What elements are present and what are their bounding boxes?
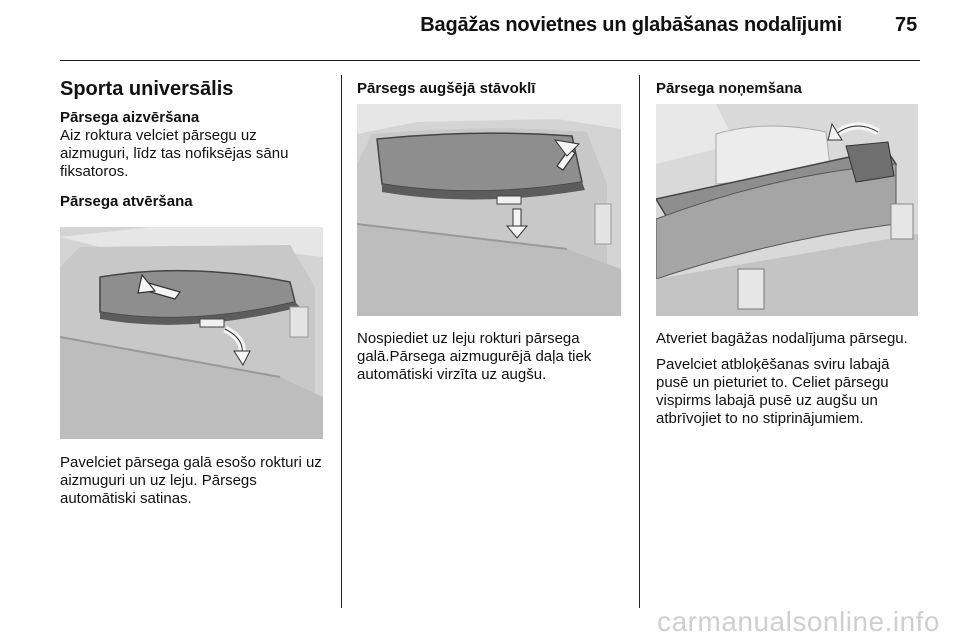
paragraph-open-trunk: Atveriet bagāžas nodalījuma pārsegu. (656, 330, 908, 347)
subheading-remove-cover: Pārsega noņemšana (656, 80, 802, 97)
watermark: carmanualsonline.info (657, 606, 940, 637)
column-2 (357, 80, 625, 98)
column-1-bottom (60, 454, 328, 508)
column-3 (656, 80, 924, 98)
page-header-title: Bagāžas novietnes un glabāšanas nodalījumi (420, 14, 842, 36)
column-divider-1 (341, 75, 342, 608)
header-divider (60, 60, 920, 61)
section-title: Sporta universālis (60, 78, 234, 100)
column-1 (60, 78, 328, 211)
column-3-bottom (656, 330, 918, 428)
illustration-open-cover (60, 227, 323, 439)
subheading-open-cover: Pārsega atvēršana (60, 193, 193, 210)
illustration-cover-raised (357, 104, 621, 316)
column-2-bottom (357, 330, 625, 384)
subheading-cover-raised: Pārsegs augšējā stāvoklī (357, 80, 536, 97)
column-divider-2 (639, 75, 640, 608)
page-number: 75 (895, 14, 918, 36)
paragraph-close-cover: Aiz roktura velciet pārsegu uz aizmuguri, līdz tas nofiksējas sānu fiksatoros. (60, 127, 289, 180)
illustration-remove-cover (656, 104, 918, 316)
paragraph-open-cover: Pavelciet pārsega galā esošo rokturi uz aizmuguri un uz leju. Pārsegs automātiski satinas. (60, 454, 322, 507)
paragraph-remove-cover: Pavelciet atbloķēšanas sviru labajā pusē un pieturiet to. Celiet pārsegu vispirms labajā pusē uz augšu un atbrīvojiet to no stiprinājumiem. (656, 356, 890, 427)
paragraph-cover-raised: Nospiediet uz leju rokturi pārsega galā.Pārsega aizmugurējā daļa tiek automātiski virzīta uz augšu. (357, 330, 592, 383)
subheading-close-cover: Pārsega aizvēršana (60, 109, 200, 126)
